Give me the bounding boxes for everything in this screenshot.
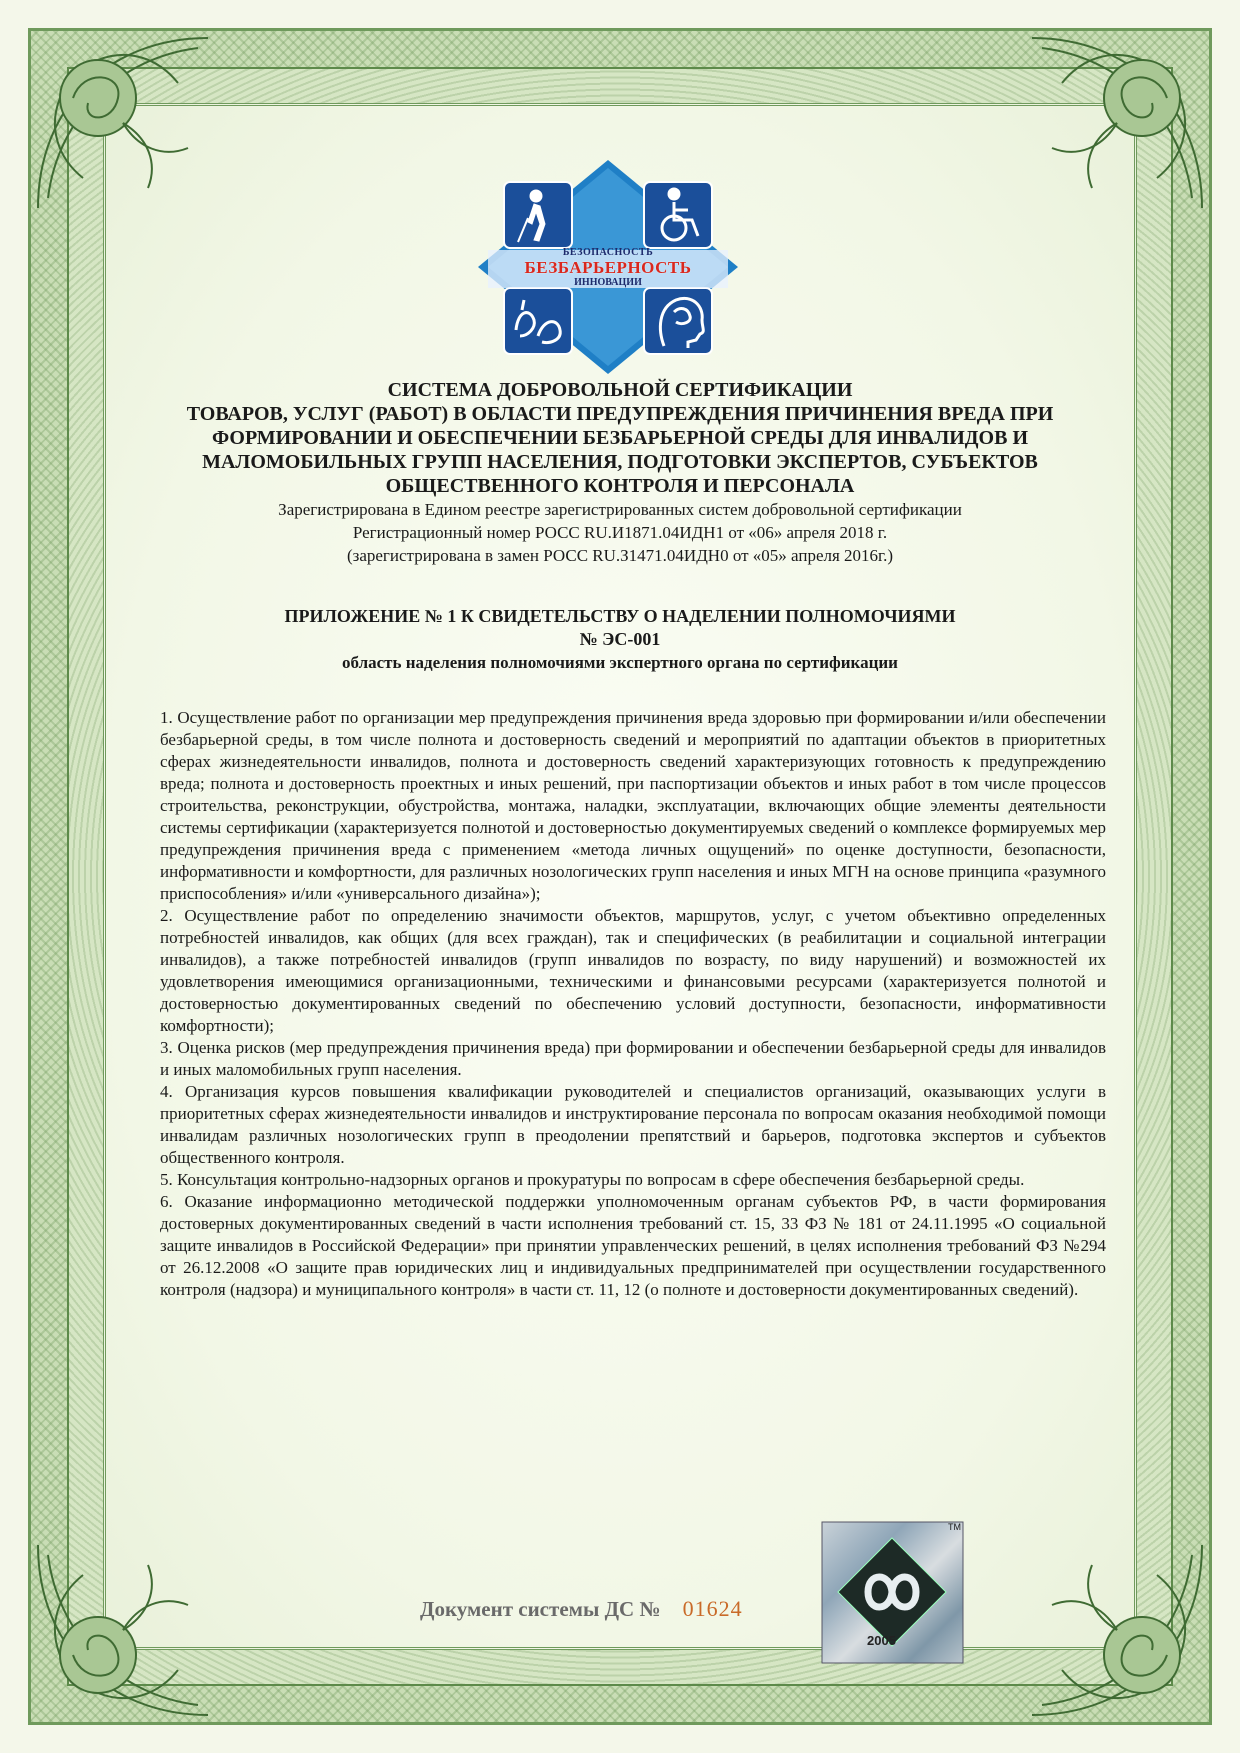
appendix-title: ПРИЛОЖЕНИЕ № 1 К СВИДЕТЕЛЬСТВУ О НАДЕЛЕНИИ ПОЛНОМОЧИЯМИ: [284, 606, 956, 626]
scope-item: 4. Организация курсов повышения квалификации руководителей и специалистов организаций, оказывающих услуги в приоритетных сферах жизнедеятельности инвалидов и инструктирование персонала по вопросам оказания необходимой помощи инвалидам различных нозологических групп в преодолении препятствий и барьеров, подготовка экспертов и субъектов общественного контроля.: [160, 1082, 1106, 1167]
certificate-header: [110, 378, 1130, 567]
system-title-line: МАЛОМОБИЛЬНЫХ ГРУПП НАСЕЛЕНИЯ, ПОДГОТОВКИ ЭКСПЕРТОВ, СУБЪЕКТОВ: [202, 451, 1038, 473]
registration-line: Регистрационный номер РОСС RU.И1871.04ИДН1 от «06» апреля 2018 г.: [352, 523, 888, 542]
system-title-line: ФОРМИРОВАНИИ И ОБЕСПЕЧЕНИИ БЕЗБАРЬЕРНОЙ СРЕДЫ ДЛЯ ИНВАЛИДОВ И: [211, 427, 1029, 449]
scope-item: 5. Консультация контрольно-надзорных органов и прокуратуры по вопросам в сфере обеспечения безбарьерной среды.: [160, 1170, 1025, 1189]
system-title-line: СИСТЕМА ДОБРОВОЛЬНОЙ СЕРТИФИКАЦИИ: [387, 379, 853, 401]
scope-list: [160, 707, 1106, 1301]
sign-language-icon: [504, 288, 572, 354]
scope-item: 1. Осуществление работ по организации мер предупреждения причинения вреда здоровью при формировании и/или обеспечении безбарьерной среды, в том числе полнота и достоверность сведений и мероприятий по адаптации объектов в приоритетных сферах жизнедеятельности инвалидов, полнота и достоверность сведений характеризующих готовность к предупреждению вреда; полнота и достоверность проектных и иных решений, при паспортизации объектов и иных работ в том числе процессов строительства, реконструкции, обустройства, монтажа, наладки, эксплуатации, включающих общие элементы деятельности системы сертификации (характеризуется полнотой и достоверностью документируемых сведений о комплексе формируемых мер предупреждения причинения вреда с применением «метода личных ощущений» по оценке доступности, безопасности, информативности и комфортности, для различных нозологических групп населения и иных МГН на основе принципа «разумного приспособления» и/или «универсального дизайна»);: [160, 708, 1106, 903]
corner-ornament-top-right: [1022, 28, 1212, 218]
corner-ornament-bottom-left: [28, 1535, 218, 1725]
registration-line: Зарегистрирована в Едином реестре зарегистрированных систем добровольной сертификации: [278, 500, 962, 519]
logo-main-text: БЕЗБАРЬЕРНОСТЬ: [524, 258, 692, 277]
hologram-year: 2005: [867, 1633, 896, 1648]
system-title-line: ОБЩЕСТВЕННОГО КОНТРОЛЯ И ПЕРСОНАЛА: [385, 475, 855, 497]
logo-bottom-text: ИННОВАЦИИ: [574, 277, 642, 288]
document-number-footer: [420, 1596, 743, 1622]
system-title-line: ТОВАРОВ, УСЛУГ (РАБОТ) В ОБЛАСТИ ПРЕДУПРЕЖДЕНИЯ ПРИЧИНЕНИЯ ВРЕДА ПРИ: [186, 403, 1054, 425]
appendix-heading: [110, 605, 1130, 674]
corner-ornament-bottom-right: [1022, 1535, 1212, 1725]
document-number-label: Документ системы ДС №: [420, 1597, 661, 1621]
appendix-subtitle: область наделения полномочиями экспертного органа по сертификации: [342, 653, 898, 672]
logo-top-text: БЕЗОПАСНОСТЬ: [562, 247, 654, 258]
accessibility-logo: [478, 160, 738, 374]
hologram-trademark: TM: [948, 1522, 961, 1532]
corner-ornament-top-left: [28, 28, 218, 218]
scope-item: 2. Осуществление работ по определению значимости объектов, маршрутов, услуг, с учетом объективно определенных потребностей инвалидов, как общих (для всех граждан), так и специфических (в реабилитации и социальной интеграции инвалидов), а также потребностей инвалидов (групп инвалидов по возрасту, по виду нарушений) и возможностей их удовлетворения имеющимися организационными, техническими и финансовыми ресурсами (характеризуется полнотой и достоверностью документированных сведений по обеспечению условий доступности, безопасности, информативности комфортности);: [160, 906, 1106, 1035]
scope-item: 3. Оценка рисков (мер предупреждения причинения вреда) при формировании и обеспечении безбарьерной среды для инвалидов и иных маломобильных групп населения.: [160, 1038, 1106, 1079]
hologram-sticker: [820, 1520, 965, 1665]
registration-line: (зарегистрирована в замен РОСС RU.З1471.04ИДН0 от «05» апреля 2016г.): [346, 546, 894, 565]
scope-item: 6. Оказание информационно методической поддержки уполномоченным органам субъектов РФ, в части формирования достоверных документированных сведений в части исполнения требований ст. 15, 33 ФЗ № 181 от 24.11.1995 «О социальной защите инвалидов в Российской Федерации» при принятии управленческих решений, в целях исполнения требований ФЗ №294 от 26.12.2008 «О защите прав юридических лиц и индивидуальных предпринимателей при осуществлении государственного контроля (надзора) и муниципального контроля» в части ст. 11, 12 (о полноте и достоверности документированных сведений).: [160, 1192, 1106, 1299]
document-number: 01624: [682, 1596, 743, 1621]
appendix-number: № ЭС-001: [579, 629, 661, 649]
